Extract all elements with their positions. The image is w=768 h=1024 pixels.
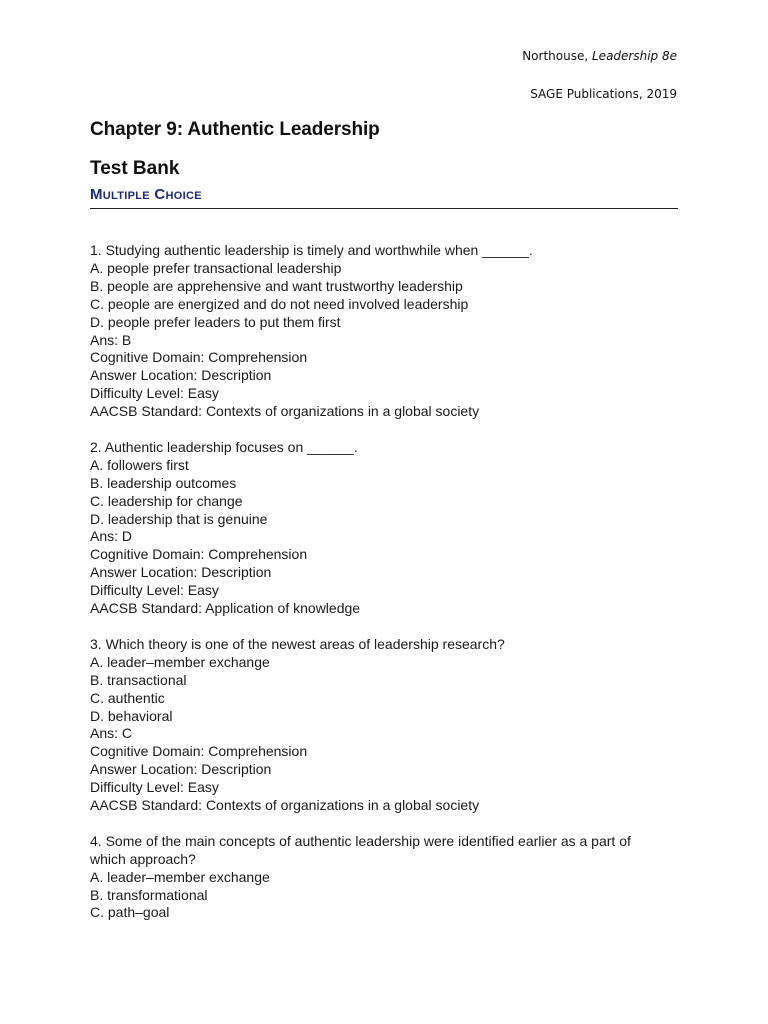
- answer: Ans: D: [90, 528, 133, 545]
- cognitive-domain: Cognitive Domain: Comprehension: [90, 349, 308, 366]
- question-stem: 1. Studying authentic leadership is timely and worthwhile when ______.: [90, 242, 533, 258]
- aacsb-standard: AACSB Standard: Contexts of organizations in a global society: [90, 403, 480, 420]
- option-a: A. people prefer transactional leadership: [90, 259, 342, 276]
- question-stem: 2. Authentic leadership focuses on ______.: [90, 438, 358, 455]
- option-c: C. people are energized and do not need involved leadership: [90, 295, 469, 312]
- document-title: Test Bank: [90, 158, 180, 179]
- option-d: D. leadership that is genuine: [90, 510, 268, 527]
- option-c: C. leadership for change: [90, 492, 243, 509]
- option-b: B. people are apprehensive and want trustworthy leadership: [90, 277, 463, 294]
- question-stem-line-2: which approach?: [90, 850, 196, 867]
- section-heading: Multiple Choice: [90, 186, 678, 209]
- question-2: [90, 439, 690, 618]
- answer-location: Answer Location: Description: [90, 761, 272, 778]
- question-3: [90, 636, 690, 815]
- header-author: Northouse,: [522, 49, 589, 63]
- option-a: A. followers first: [90, 456, 189, 473]
- option-b: B. transactional: [90, 671, 187, 688]
- difficulty-level: Difficulty Level: Easy: [90, 385, 219, 402]
- cognitive-domain: Cognitive Domain: Comprehension: [90, 546, 308, 563]
- cognitive-domain: Cognitive Domain: Comprehension: [90, 743, 308, 760]
- question-stem-line-1: 4. Some of the main concepts of authentic leadership were identified earlier as a part of: [90, 832, 631, 849]
- header-author-line: [522, 49, 677, 63]
- option-c: C. path–goal: [90, 904, 170, 921]
- answer-location: Answer Location: Description: [90, 367, 272, 384]
- question-list: [90, 242, 690, 940]
- option-b: B. leadership outcomes: [90, 474, 237, 491]
- answer: Ans: B: [90, 331, 132, 348]
- option-b: B. transformational: [90, 886, 208, 903]
- difficulty-level: Difficulty Level: Easy: [90, 582, 219, 599]
- header-publisher-line: SAGE Publications, 2019: [530, 87, 677, 101]
- option-d: D. people prefer leaders to put them first: [90, 313, 341, 330]
- question-4: [90, 833, 690, 923]
- answer: Ans: C: [90, 725, 133, 742]
- option-d: D. behavioral: [90, 707, 173, 724]
- answer-location: Answer Location: Description: [90, 564, 272, 581]
- difficulty-level: Difficulty Level: Easy: [90, 779, 219, 796]
- aacsb-standard: AACSB Standard: Contexts of organizations in a global society: [90, 797, 480, 814]
- question-1: [90, 242, 690, 421]
- aacsb-standard: AACSB Standard: Application of knowledge: [90, 600, 361, 617]
- question-stem: 3. Which theory is one of the newest areas of leadership research?: [90, 635, 505, 652]
- header-book-title: Leadership 8e: [592, 49, 677, 63]
- option-a: A. leader–member exchange: [90, 653, 270, 670]
- option-c: C. authentic: [90, 689, 165, 706]
- chapter-title: Chapter 9: Authentic Leadership: [90, 119, 380, 140]
- option-a: A. leader–member exchange: [90, 868, 270, 885]
